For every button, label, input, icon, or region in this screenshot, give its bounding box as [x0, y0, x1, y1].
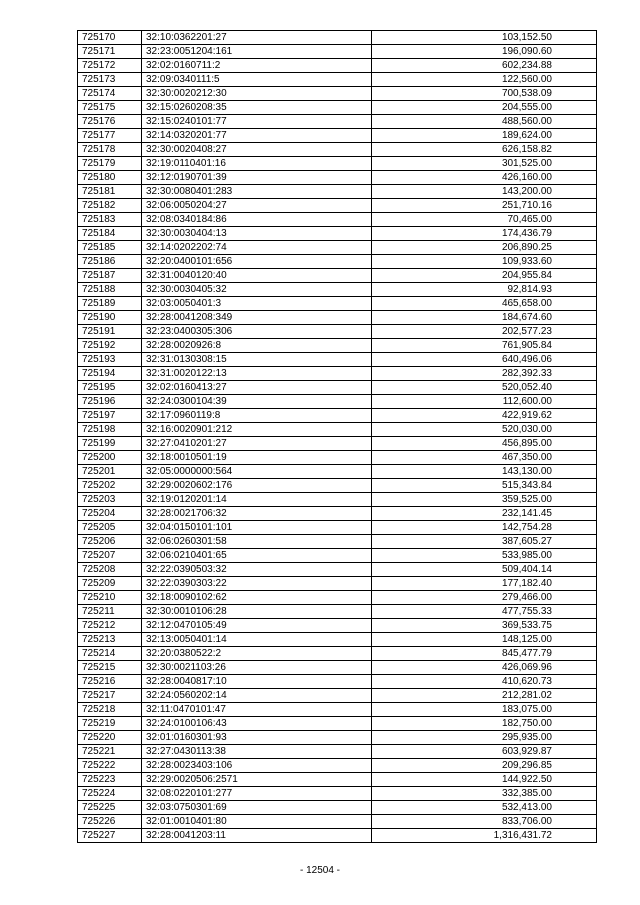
- cadastral-number-cell: 32:29:0020602:176: [142, 479, 372, 493]
- row-id-cell: 725194: [78, 367, 142, 381]
- row-id-cell: 725179: [78, 157, 142, 171]
- cadastral-number-cell: 32:29:0020506:2571: [142, 773, 372, 787]
- cadastral-number-cell: 32:30:0020212:30: [142, 87, 372, 101]
- cadastral-number-cell: 32:24:0300104:39: [142, 395, 372, 409]
- cadastral-number-cell: 32:09:0340111:5: [142, 73, 372, 87]
- cadastral-value-cell: 477,755.33: [372, 605, 597, 619]
- row-id-cell: 725223: [78, 773, 142, 787]
- cadastral-value-cell: 204,955.84: [372, 269, 597, 283]
- cadastral-value-cell: 602,234.88: [372, 59, 597, 73]
- row-id-cell: 725170: [78, 31, 142, 45]
- cadastral-value-cell: 182,750.00: [372, 717, 597, 731]
- row-id-cell: 725188: [78, 283, 142, 297]
- cadastral-number-cell: 32:28:0021706:32: [142, 507, 372, 521]
- row-id-cell: 725227: [78, 829, 142, 843]
- table-row: [78, 535, 597, 549]
- table-body: [78, 31, 597, 843]
- cadastral-value-cell: 520,030.00: [372, 423, 597, 437]
- cadastral-value-cell: 202,577.23: [372, 325, 597, 339]
- table-row: [78, 353, 597, 367]
- cadastral-number-cell: 32:23:0051204:161: [142, 45, 372, 59]
- cadastral-value-cell: 177,182.40: [372, 577, 597, 591]
- row-id-cell: 725202: [78, 479, 142, 493]
- table-row: [78, 227, 597, 241]
- table-row: [78, 773, 597, 787]
- cadastral-number-cell: 32:19:0120201:14: [142, 493, 372, 507]
- table-row: [78, 213, 597, 227]
- cadastral-number-cell: 32:15:0260208:35: [142, 101, 372, 115]
- row-id-cell: 725183: [78, 213, 142, 227]
- table-row: [78, 731, 597, 745]
- row-id-cell: 725191: [78, 325, 142, 339]
- cadastral-value-cell: 189,624.00: [372, 129, 597, 143]
- table-row: [78, 185, 597, 199]
- cadastral-value-cell: 282,392.33: [372, 367, 597, 381]
- row-id-cell: 725204: [78, 507, 142, 521]
- cadastral-number-cell: 32:23:0400305:306: [142, 325, 372, 339]
- cadastral-value-cell: 92,814.93: [372, 283, 597, 297]
- row-id-cell: 725212: [78, 619, 142, 633]
- row-id-cell: 725198: [78, 423, 142, 437]
- cadastral-number-cell: 32:03:0050401:3: [142, 297, 372, 311]
- cadastral-value-cell: 387,605.27: [372, 535, 597, 549]
- cadastral-number-cell: 32:16:0020901:212: [142, 423, 372, 437]
- cadastral-number-cell: 32:03:0750301:69: [142, 801, 372, 815]
- cadastral-number-cell: 32:12:0470105:49: [142, 619, 372, 633]
- cadastral-value-cell: 212,281.02: [372, 689, 597, 703]
- table-row: [78, 717, 597, 731]
- table-row: [78, 689, 597, 703]
- cadastral-value-cell: 640,496.06: [372, 353, 597, 367]
- cadastral-value-cell: 465,658.00: [372, 297, 597, 311]
- table-row: [78, 619, 597, 633]
- cadastral-value-cell: 295,935.00: [372, 731, 597, 745]
- row-id-cell: 725184: [78, 227, 142, 241]
- row-id-cell: 725207: [78, 549, 142, 563]
- row-id-cell: 725219: [78, 717, 142, 731]
- table-row: [78, 325, 597, 339]
- table-row: [78, 395, 597, 409]
- cadastral-value-cell: 520,052.40: [372, 381, 597, 395]
- cadastral-number-cell: 32:06:0210401:65: [142, 549, 372, 563]
- table-row: [78, 591, 597, 605]
- table-row: [78, 661, 597, 675]
- cadastral-value-cell: 761,905.84: [372, 339, 597, 353]
- table-row: [78, 367, 597, 381]
- cadastral-number-cell: 32:28:0023403:106: [142, 759, 372, 773]
- cadastral-number-cell: 32:08:0220101:277: [142, 787, 372, 801]
- row-id-cell: 725172: [78, 59, 142, 73]
- table-row: [78, 87, 597, 101]
- table-row: [78, 815, 597, 829]
- table-row: [78, 703, 597, 717]
- cadastral-value-cell: 183,075.00: [372, 703, 597, 717]
- table-row: [78, 157, 597, 171]
- row-id-cell: 725213: [78, 633, 142, 647]
- cadastral-number-cell: 32:28:0041208:349: [142, 311, 372, 325]
- cadastral-value-cell: 532,413.00: [372, 801, 597, 815]
- row-id-cell: 725185: [78, 241, 142, 255]
- row-id-cell: 725195: [78, 381, 142, 395]
- row-id-cell: 725171: [78, 45, 142, 59]
- table-row: [78, 787, 597, 801]
- row-id-cell: 725177: [78, 129, 142, 143]
- cadastral-value-cell: 206,890.25: [372, 241, 597, 255]
- table-row: [78, 311, 597, 325]
- row-id-cell: 725226: [78, 815, 142, 829]
- cadastral-number-cell: 32:02:0160413:27: [142, 381, 372, 395]
- cadastral-number-cell: 32:04:0150101:101: [142, 521, 372, 535]
- table-row: [78, 59, 597, 73]
- row-id-cell: 725221: [78, 745, 142, 759]
- table-row: [78, 465, 597, 479]
- row-id-cell: 725189: [78, 297, 142, 311]
- row-id-cell: 725205: [78, 521, 142, 535]
- table-row: [78, 479, 597, 493]
- cadastral-value-cell: 174,436.79: [372, 227, 597, 241]
- cadastral-value-cell: 359,525.00: [372, 493, 597, 507]
- cadastral-number-cell: 32:01:0160301:93: [142, 731, 372, 745]
- cadastral-value-cell: 369,533.75: [372, 619, 597, 633]
- table-row: [78, 199, 597, 213]
- cadastral-number-cell: 32:31:0020122:13: [142, 367, 372, 381]
- table-row: [78, 45, 597, 59]
- table-row: [78, 633, 597, 647]
- cadastral-number-cell: 32:17:0960119:8: [142, 409, 372, 423]
- table-row: [78, 563, 597, 577]
- cadastral-value-cell: 1,316,431.72: [372, 829, 597, 843]
- cadastral-number-cell: 32:11:0470101:47: [142, 703, 372, 717]
- cadastral-value-cell: 332,385.00: [372, 787, 597, 801]
- cadastral-number-cell: 32:28:0040817:10: [142, 675, 372, 689]
- table-row: [78, 759, 597, 773]
- cadastral-value-cell: 142,754.28: [372, 521, 597, 535]
- cadastral-value-table-container: [77, 30, 597, 843]
- cadastral-number-cell: 32:18:0090102:62: [142, 591, 372, 605]
- cadastral-value-cell: 515,343.84: [372, 479, 597, 493]
- row-id-cell: 725206: [78, 535, 142, 549]
- cadastral-number-cell: 32:30:0030405:32: [142, 283, 372, 297]
- cadastral-value-table: [77, 30, 597, 843]
- cadastral-value-cell: 148,125.00: [372, 633, 597, 647]
- table-row: [78, 101, 597, 115]
- row-id-cell: 725197: [78, 409, 142, 423]
- row-id-cell: 725181: [78, 185, 142, 199]
- row-id-cell: 725214: [78, 647, 142, 661]
- row-id-cell: 725190: [78, 311, 142, 325]
- cadastral-value-cell: 426,160.00: [372, 171, 597, 185]
- cadastral-number-cell: 32:06:0050204:27: [142, 199, 372, 213]
- cadastral-number-cell: 32:20:0400101:656: [142, 255, 372, 269]
- cadastral-number-cell: 32:27:0430113:38: [142, 745, 372, 759]
- cadastral-number-cell: 32:12:0190701:39: [142, 171, 372, 185]
- table-row: [78, 255, 597, 269]
- table-row: [78, 647, 597, 661]
- cadastral-value-cell: 422,919.62: [372, 409, 597, 423]
- cadastral-number-cell: 32:28:0041203:11: [142, 829, 372, 843]
- table-row: [78, 241, 597, 255]
- cadastral-number-cell: 32:30:0021103:26: [142, 661, 372, 675]
- row-id-cell: 725224: [78, 787, 142, 801]
- row-id-cell: 725217: [78, 689, 142, 703]
- table-row: [78, 577, 597, 591]
- table-row: [78, 745, 597, 759]
- cadastral-number-cell: 32:14:0320201:77: [142, 129, 372, 143]
- row-id-cell: 725193: [78, 353, 142, 367]
- cadastral-value-cell: 196,090.60: [372, 45, 597, 59]
- table-row: [78, 115, 597, 129]
- cadastral-value-cell: 112,600.00: [372, 395, 597, 409]
- table-row: [78, 73, 597, 87]
- cadastral-number-cell: 32:15:0240101:77: [142, 115, 372, 129]
- row-id-cell: 725176: [78, 115, 142, 129]
- row-id-cell: 725186: [78, 255, 142, 269]
- row-id-cell: 725220: [78, 731, 142, 745]
- cadastral-value-cell: 209,296.85: [372, 759, 597, 773]
- cadastral-value-cell: 456,895.00: [372, 437, 597, 451]
- row-id-cell: 725211: [78, 605, 142, 619]
- cadastral-number-cell: 32:28:0020926:8: [142, 339, 372, 353]
- cadastral-number-cell: 32:10:0362201:27: [142, 31, 372, 45]
- table-row: [78, 437, 597, 451]
- table-row: [78, 283, 597, 297]
- cadastral-value-cell: 204,555.00: [372, 101, 597, 115]
- table-row: [78, 605, 597, 619]
- cadastral-number-cell: 32:18:0010501:19: [142, 451, 372, 465]
- table-row: [78, 339, 597, 353]
- row-id-cell: 725182: [78, 199, 142, 213]
- cadastral-value-cell: 488,560.00: [372, 115, 597, 129]
- row-id-cell: 725178: [78, 143, 142, 157]
- cadastral-value-cell: 845,477.79: [372, 647, 597, 661]
- cadastral-value-cell: 143,200.00: [372, 185, 597, 199]
- cadastral-value-cell: 251,710.16: [372, 199, 597, 213]
- page-number: - 12504 -: [299, 865, 341, 876]
- row-id-cell: 725216: [78, 675, 142, 689]
- row-id-cell: 725174: [78, 87, 142, 101]
- cadastral-number-cell: 32:19:0110401:16: [142, 157, 372, 171]
- table-row: [78, 829, 597, 843]
- row-id-cell: 725173: [78, 73, 142, 87]
- row-id-cell: 725196: [78, 395, 142, 409]
- cadastral-number-cell: 32:24:0560202:14: [142, 689, 372, 703]
- cadastral-number-cell: 32:02:0160711:2: [142, 59, 372, 73]
- cadastral-value-cell: 509,404.14: [372, 563, 597, 577]
- row-id-cell: 725218: [78, 703, 142, 717]
- row-id-cell: 725210: [78, 591, 142, 605]
- cadastral-value-cell: 603,929.87: [372, 745, 597, 759]
- row-id-cell: 725180: [78, 171, 142, 185]
- cadastral-value-cell: 410,620.73: [372, 675, 597, 689]
- table-row: [78, 423, 597, 437]
- cadastral-value-cell: 144,922.50: [372, 773, 597, 787]
- table-row: [78, 269, 597, 283]
- cadastral-number-cell: 32:30:0030404:13: [142, 227, 372, 241]
- cadastral-number-cell: 32:30:0020408:27: [142, 143, 372, 157]
- cadastral-number-cell: 32:06:0260301:58: [142, 535, 372, 549]
- cadastral-number-cell: 32:20:0380522:2: [142, 647, 372, 661]
- cadastral-number-cell: 32:22:0390303:22: [142, 577, 372, 591]
- cadastral-number-cell: 32:27:0410201:27: [142, 437, 372, 451]
- table-row: [78, 409, 597, 423]
- table-row: [78, 171, 597, 185]
- cadastral-number-cell: 32:08:0340184:86: [142, 213, 372, 227]
- cadastral-value-cell: 279,466.00: [372, 591, 597, 605]
- row-id-cell: 725215: [78, 661, 142, 675]
- cadastral-value-cell: 103,152.50: [372, 31, 597, 45]
- row-id-cell: 725222: [78, 759, 142, 773]
- table-row: [78, 143, 597, 157]
- cadastral-value-cell: 301,525.00: [372, 157, 597, 171]
- table-row: [78, 521, 597, 535]
- row-id-cell: 725199: [78, 437, 142, 451]
- cadastral-number-cell: 32:01:0010401:80: [142, 815, 372, 829]
- row-id-cell: 725203: [78, 493, 142, 507]
- cadastral-value-cell: 232,141.45: [372, 507, 597, 521]
- cadastral-value-cell: 533,985.00: [372, 549, 597, 563]
- cadastral-number-cell: 32:14:0202202:74: [142, 241, 372, 255]
- table-row: [78, 381, 597, 395]
- table-row: [78, 297, 597, 311]
- cadastral-value-cell: 184,674.60: [372, 311, 597, 325]
- cadastral-value-cell: 467,350.00: [372, 451, 597, 465]
- row-id-cell: 725175: [78, 101, 142, 115]
- row-id-cell: 725187: [78, 269, 142, 283]
- cadastral-value-cell: 426,069.96: [372, 661, 597, 675]
- cadastral-value-cell: 143,130.00: [372, 465, 597, 479]
- row-id-cell: 725200: [78, 451, 142, 465]
- cadastral-number-cell: 32:30:0080401:283: [142, 185, 372, 199]
- row-id-cell: 725208: [78, 563, 142, 577]
- table-row: [78, 801, 597, 815]
- table-row: [78, 493, 597, 507]
- cadastral-number-cell: 32:31:0040120:40: [142, 269, 372, 283]
- cadastral-value-cell: 109,933.60: [372, 255, 597, 269]
- row-id-cell: 725209: [78, 577, 142, 591]
- table-row: [78, 549, 597, 563]
- row-id-cell: 725192: [78, 339, 142, 353]
- cadastral-number-cell: 32:30:0010106:28: [142, 605, 372, 619]
- table-row: [78, 31, 597, 45]
- cadastral-value-cell: 122,560.00: [372, 73, 597, 87]
- table-row: [78, 451, 597, 465]
- row-id-cell: 725225: [78, 801, 142, 815]
- cadastral-number-cell: 32:22:0390503:32: [142, 563, 372, 577]
- cadastral-value-cell: 700,538.09: [372, 87, 597, 101]
- cadastral-value-cell: 833,706.00: [372, 815, 597, 829]
- cadastral-value-cell: 626,158.82: [372, 143, 597, 157]
- cadastral-value-cell: 70,465.00: [372, 213, 597, 227]
- row-id-cell: 725201: [78, 465, 142, 479]
- cadastral-number-cell: 32:31:0130308:15: [142, 353, 372, 367]
- cadastral-number-cell: 32:05:0000000:564: [142, 465, 372, 479]
- table-row: [78, 129, 597, 143]
- table-row: [78, 507, 597, 521]
- table-row: [78, 675, 597, 689]
- cadastral-number-cell: 32:13:0050401:14: [142, 633, 372, 647]
- cadastral-number-cell: 32:24:0100106:43: [142, 717, 372, 731]
